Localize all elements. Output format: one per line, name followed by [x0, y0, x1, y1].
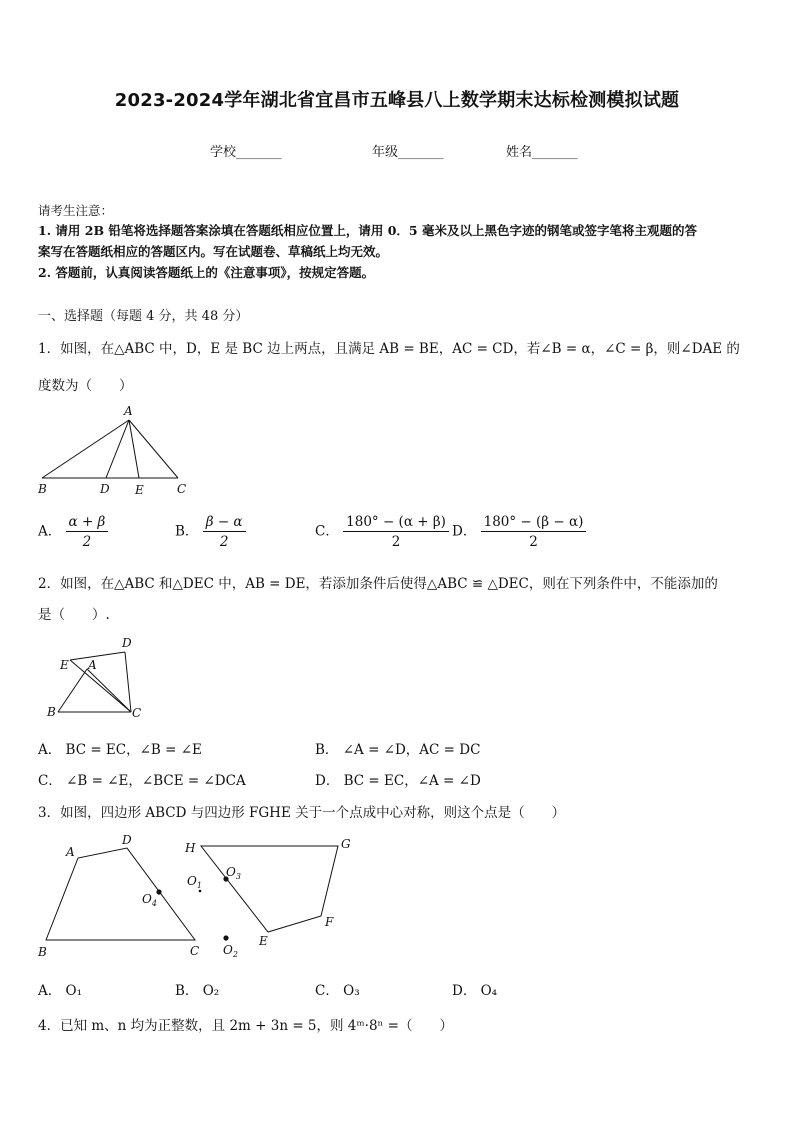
school-field: 学校_______: [210, 145, 282, 160]
q3-point-o4: [156, 889, 161, 894]
q3-option-a[interactable]: A． O₁: [38, 983, 83, 999]
section-heading: 一、选择题（每题 4 分，共 48 分）: [38, 309, 249, 324]
grade-field: 年级_______: [372, 145, 444, 160]
q2-stem-line1: 2．如图，在△ABC 和△DEC 中，AB = DE，若添加条件后使得△ABC ≌ △DEC，则在下列条件中，不能添加的: [38, 576, 718, 592]
q1-option-c[interactable]: C． $\frac{180^\circ - (\alpha + \beta)}{2}$: [315, 514, 449, 550]
notice-line-1b: 案写在答题纸相应的答题区内。写在试题卷、草稿纸上均无效。: [38, 244, 389, 259]
q3-stem: 3．如图，四边形 ABCD 与四边形 FGHE 关于一个点成中心对称，则这个点是（ ）: [38, 805, 566, 821]
q4-stem: 4．已知 m、n 均为正整数，且 2m + 3n = 5，则 4ᵐ·8ⁿ =（ ）: [38, 1018, 453, 1034]
q1-option-b[interactable]: B． $\frac{\beta - \alpha}{2}$: [175, 514, 246, 550]
q3-option-b[interactable]: B． O₂: [175, 983, 220, 999]
q3-option-d[interactable]: D． O₄: [452, 983, 498, 999]
q3-label-o3: $O_3$: [226, 865, 241, 881]
q3-label-o2: $O_2$: [223, 943, 238, 959]
q3-point-o1: [199, 890, 202, 893]
q2-label-a: A: [88, 658, 97, 672]
q2-label-b: B: [47, 705, 56, 719]
q1-stem-line2: 度数为（ ）: [38, 378, 133, 394]
q1-figure: [30, 400, 200, 500]
q2-figure: [40, 635, 150, 725]
name-field: 姓名_______: [506, 145, 578, 160]
q2-label-e: E: [60, 658, 69, 672]
q3-label-c: C: [190, 944, 200, 958]
notice-heading: 请考生注意：: [38, 203, 114, 218]
q3-label-h: H: [185, 841, 196, 855]
q3-point-o2: [223, 935, 228, 940]
q3-label-o1: $O_1$: [187, 874, 202, 890]
q1-label-a: A: [124, 404, 133, 418]
q3-label-f: F: [325, 915, 334, 929]
q3-option-c[interactable]: C． O₃: [315, 983, 360, 999]
q3-label-o4: $O_4$: [142, 892, 157, 908]
q2-option-c[interactable]: C． ∠B = ∠E，∠BCE = ∠DCA: [38, 773, 246, 789]
q1-option-d[interactable]: D． $\frac{180^\circ - (\beta - \alpha)}{2}$: [452, 514, 586, 550]
q2-label-c: C: [132, 706, 142, 720]
q1-label-d: D: [100, 482, 110, 496]
q3-label-g: G: [341, 837, 351, 851]
q3-figure: [30, 828, 370, 963]
q3-label-e: E: [259, 934, 268, 948]
q1-option-a[interactable]: A． $\frac{\alpha + \beta}{2}$: [38, 514, 108, 550]
q1-stem-line1: 1．如图，在△ABC 中，D，E 是 BC 边上两点，且满足 AB = BE，AC = CD，若∠B = α，∠C = β，则∠DAE 的: [38, 341, 740, 357]
q2-label-d: D: [122, 636, 132, 650]
page-title: 2023-2024学年湖北省宜昌市五峰县八上数学期末达标检测模拟试题: [114, 90, 680, 111]
notice-line-1a: 1. 请用 2B 铅笔将选择题答案涂填在答题纸相应位置上，请用 0．5 毫米及以上黑色字迹的钢笔或签字笔将主观题的答: [38, 223, 697, 238]
q2-option-d[interactable]: D． BC = EC，∠A = ∠D: [315, 773, 481, 789]
q2-option-a[interactable]: A． BC = EC，∠B = ∠E: [38, 742, 202, 758]
q1-label-b: B: [38, 482, 47, 496]
notice-line-2: 2. 答题前，认真阅读答题纸上的《注意事项》，按规定答题。: [38, 265, 375, 280]
q3-label-a: A: [66, 845, 75, 859]
q2-option-b[interactable]: B． ∠A = ∠D，AC = DC: [315, 742, 481, 758]
q3-label-d: D: [122, 833, 132, 847]
q1-label-c: C: [177, 482, 187, 496]
q3-label-b: B: [38, 945, 47, 959]
q2-stem-line2: 是（ ）.: [38, 607, 110, 623]
q1-label-e: E: [135, 483, 144, 497]
